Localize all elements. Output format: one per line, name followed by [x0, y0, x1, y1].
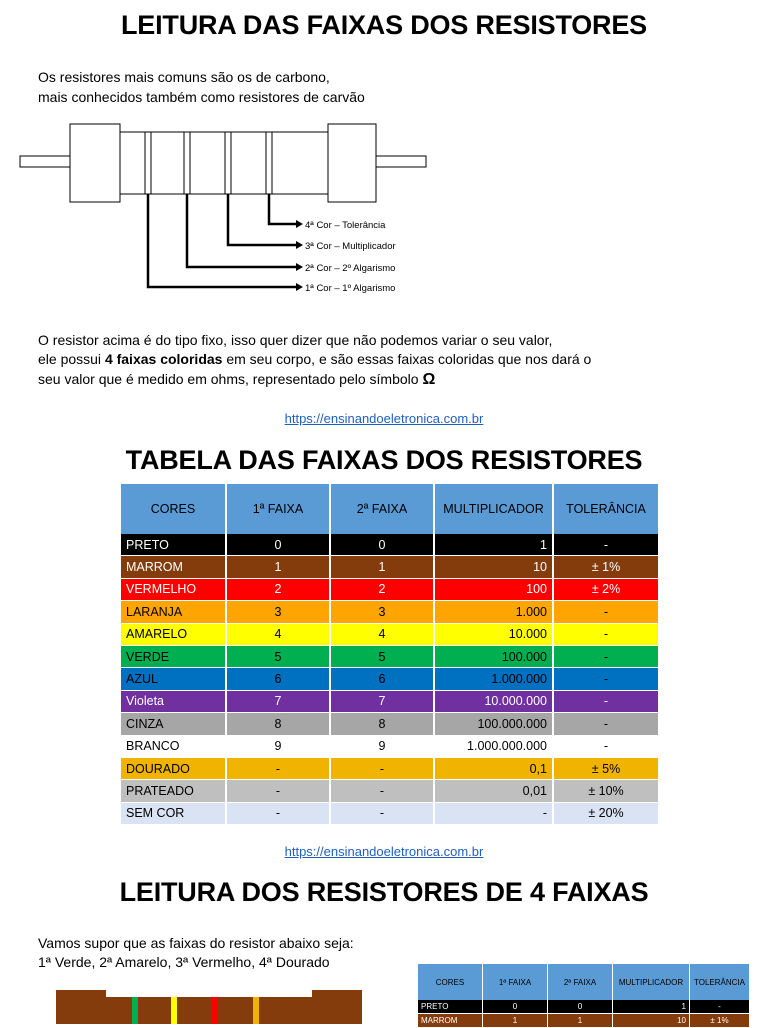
cell-tolerancia: ± 5% [553, 757, 659, 779]
table-row [121, 802, 659, 824]
cell-multiplicador: 10 [434, 556, 553, 578]
example-band-2 [171, 997, 177, 1024]
cell-faixa-2: 3 [330, 601, 434, 623]
band-3 [225, 132, 231, 194]
cell-tolerancia: - [553, 601, 659, 623]
cell-multiplicador: 1.000.000.000 [434, 735, 553, 757]
cell-multiplicador: 1.000.000 [434, 668, 553, 690]
label-band-2: 2ª Cor – 2º Algarismo [305, 263, 396, 274]
cell-color: BRANCO [121, 735, 226, 757]
cell-faixa-2: 5 [330, 645, 434, 667]
lead-left [20, 156, 70, 167]
cell-multiplicador: 100 [434, 578, 553, 600]
example-band-1 [132, 997, 138, 1024]
table-row [121, 713, 659, 735]
paragraph-line-1: O resistor acima é do tipo fixo, isso quer dizer que não podemos variar o seu valor, [38, 332, 553, 348]
band-1 [145, 132, 151, 194]
mini-cell-color: PRETO [418, 1000, 483, 1014]
table-header-row [121, 484, 659, 534]
band-4 [266, 132, 272, 194]
band-2 [184, 132, 190, 194]
lead-right [376, 156, 426, 167]
header-multiplicador: MULTIPLICADOR [434, 484, 553, 534]
paragraph-line-3 [38, 369, 435, 390]
cell-faixa-2: 9 [330, 735, 434, 757]
mini-table-row [418, 1000, 750, 1014]
example-band-3 [212, 997, 218, 1024]
cell-color: PRATEADO [121, 780, 226, 802]
table-row [121, 578, 659, 600]
header-faixa-1: 1ª FAIXA [226, 484, 330, 534]
example-resistor-body [56, 990, 362, 1024]
cell-multiplicador: 10.000.000 [434, 690, 553, 712]
cell-multiplicador: 0,01 [434, 780, 553, 802]
cell-tolerancia: - [553, 668, 659, 690]
pointer-1 [148, 194, 298, 287]
cell-color: VERMELHO [121, 578, 226, 600]
cell-tolerancia: - [553, 713, 659, 735]
cell-multiplicador: 100.000 [434, 645, 553, 667]
mini-header-cores: CORES [418, 964, 483, 1000]
cell-multiplicador: 1.000 [434, 601, 553, 623]
header-cores: CORES [121, 484, 226, 534]
mini-cell-faixa-2: 1 [548, 1014, 613, 1028]
website-link-2[interactable]: https://ensinandoeletronica.com.br [284, 844, 484, 859]
arrow-3 [296, 241, 303, 249]
table-row [121, 623, 659, 645]
table-row [121, 668, 659, 690]
mini-header-multiplicador: MULTIPLICADOR [613, 964, 690, 1000]
mini-cell-faixa-2: 0 [548, 1000, 613, 1014]
mini-table-row [418, 1014, 750, 1028]
cell-tolerancia: - [553, 690, 659, 712]
cell-multiplicador: - [434, 802, 553, 824]
table-row [121, 601, 659, 623]
mini-cell-multiplicador: 10 [613, 1014, 690, 1028]
color-code-table [121, 484, 660, 825]
cell-color: LARANJA [121, 601, 226, 623]
cell-tolerancia: - [553, 623, 659, 645]
cell-color: SEM COR [121, 802, 226, 824]
mini-header-row [418, 964, 750, 1000]
cell-tolerancia: ± 1% [553, 556, 659, 578]
paragraph-line-2-pre: ele possui [38, 351, 105, 367]
cell-tolerancia: ± 10% [553, 780, 659, 802]
cell-faixa-1: 9 [226, 735, 330, 757]
cell-multiplicador: 1 [434, 534, 553, 556]
arrow-1 [296, 283, 303, 291]
example-line-2: 1ª Verde, 2ª Amarelo, 3ª Vermelho, 4ª Dourado [38, 954, 330, 970]
header-tolerancia: TOLERÂNCIA [553, 484, 659, 534]
mini-cell-tolerancia: ± 1% [690, 1014, 750, 1028]
label-band-1: 1ª Cor – 1º Algarismo [305, 283, 396, 294]
cell-tolerancia: - [553, 645, 659, 667]
mini-header-faixa-2: 2ª FAIXA [548, 964, 613, 1000]
section-title-4-bands: LEITURA DOS RESISTORES DE 4 FAIXAS [119, 877, 649, 907]
resistor-body [110, 132, 330, 194]
cell-faixa-1: 3 [226, 601, 330, 623]
example-band-4 [253, 997, 259, 1024]
cell-color: MARROM [121, 556, 226, 578]
arrow-4 [296, 220, 303, 228]
ohm-symbol: Ω [422, 371, 436, 388]
mini-header-faixa-1: 1ª FAIXA [483, 964, 548, 1000]
mini-cell-tolerancia: - [690, 1000, 750, 1014]
mini-cell-faixa-1: 1 [483, 1014, 548, 1028]
cell-faixa-1: 6 [226, 668, 330, 690]
example-resistor [0, 988, 400, 1024]
cell-color: VERDE [121, 645, 226, 667]
cell-faixa-2: 8 [330, 713, 434, 735]
pointer-4 [269, 194, 298, 224]
paragraph-line-2-post: em seu corpo, e são essas faixas coloridas que nos dará o [222, 351, 592, 367]
cell-color: AMARELO [121, 623, 226, 645]
cell-faixa-2: - [330, 757, 434, 779]
pointer-2 [187, 194, 298, 267]
cell-tolerancia: ± 2% [553, 578, 659, 600]
cell-color: DOURADO [121, 757, 226, 779]
label-band-3: 3ª Cor – Multiplicador [305, 241, 396, 252]
table-title: TABELA DAS FAIXAS DOS RESISTORES [125, 445, 643, 475]
cell-multiplicador: 100.000.000 [434, 713, 553, 735]
mini-cell-color: MARROM [418, 1014, 483, 1028]
intro-line-1: Os resistores mais comuns são os de carbono, [38, 69, 330, 85]
cell-faixa-2: 4 [330, 623, 434, 645]
cell-faixa-1: - [226, 757, 330, 779]
mini-color-table [418, 964, 750, 1028]
example-line-1: Vamos supor que as faixas do resistor abaixo seja: [38, 935, 354, 951]
cell-faixa-1: - [226, 802, 330, 824]
cell-faixa-1: 5 [226, 645, 330, 667]
mini-cell-multiplicador: 1 [613, 1000, 690, 1014]
cell-color: PRETO [121, 534, 226, 556]
mini-header-tolerancia: TOLERÂNCIA [690, 964, 750, 1000]
header-faixa-2: 2ª FAIXA [330, 484, 434, 534]
paragraph-line-3-text: seu valor que é medido em ohms, representado pelo símbolo [38, 371, 423, 387]
page-title: LEITURA DAS FAIXAS DOS RESISTORES [121, 10, 647, 40]
cell-faixa-1: 8 [226, 713, 330, 735]
cell-tolerancia: ± 20% [553, 802, 659, 824]
table-row [121, 735, 659, 757]
cell-tolerancia: - [553, 735, 659, 757]
resistor-diagram [0, 115, 768, 300]
table-row [121, 690, 659, 712]
paragraph-line-2 [38, 349, 591, 369]
table-row [121, 556, 659, 578]
cell-faixa-1: 0 [226, 534, 330, 556]
cell-faixa-2: 0 [330, 534, 434, 556]
cell-faixa-1: 2 [226, 578, 330, 600]
table-row [121, 534, 659, 556]
intro-line-2: mais conhecidos também como resistores de carvão [38, 89, 365, 105]
cell-multiplicador: 10.000 [434, 623, 553, 645]
resistor-cap-left [70, 124, 120, 202]
resistor-cap-right [328, 124, 376, 202]
cell-faixa-1: - [226, 780, 330, 802]
website-link[interactable]: https://ensinandoeletronica.com.br [284, 411, 484, 426]
cell-faixa-1: 4 [226, 623, 330, 645]
cell-faixa-1: 7 [226, 690, 330, 712]
pointer-3 [228, 194, 298, 245]
cell-color: Violeta [121, 690, 226, 712]
cell-faixa-1: 1 [226, 556, 330, 578]
cell-tolerancia: - [553, 534, 659, 556]
cell-faixa-2: 6 [330, 668, 434, 690]
cell-faixa-2: 1 [330, 556, 434, 578]
cell-faixa-2: - [330, 802, 434, 824]
cell-faixa-2: 2 [330, 578, 434, 600]
cell-color: AZUL [121, 668, 226, 690]
mini-cell-faixa-1: 0 [483, 1000, 548, 1014]
cell-faixa-2: - [330, 780, 434, 802]
table-row [121, 780, 659, 802]
cell-multiplicador: 0,1 [434, 757, 553, 779]
cell-color: CINZA [121, 713, 226, 735]
paragraph-line-2-bold: 4 faixas coloridas [104, 351, 223, 367]
arrow-2 [296, 263, 303, 271]
label-band-4: 4ª Cor – Tolerância [305, 220, 386, 231]
cell-faixa-2: 7 [330, 690, 434, 712]
table-row [121, 757, 659, 779]
table-row [121, 645, 659, 667]
